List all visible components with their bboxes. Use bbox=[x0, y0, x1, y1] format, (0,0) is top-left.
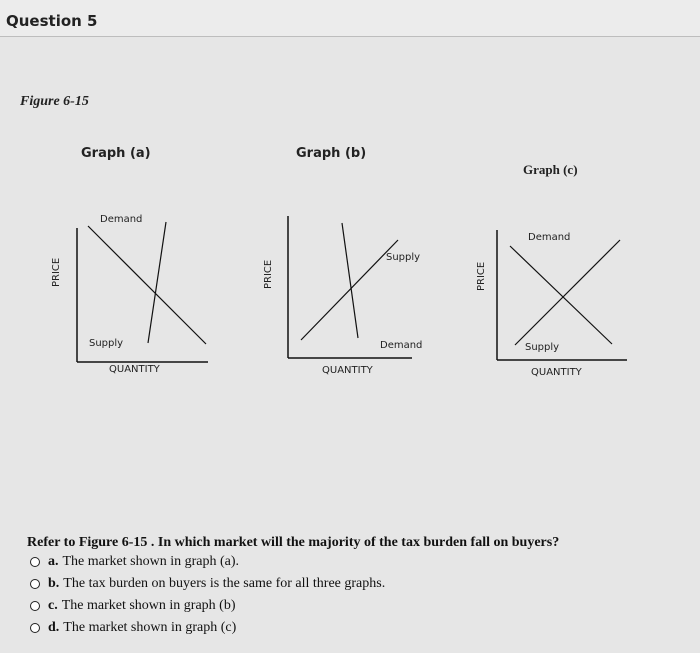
graph-c-title: Graph (c) bbox=[523, 162, 578, 177]
option-a[interactable] bbox=[30, 551, 385, 573]
graph-b-ylabel: PRICE bbox=[263, 259, 274, 289]
graph-a bbox=[51, 214, 208, 375]
graph-a-demand-label: Demand bbox=[100, 214, 143, 225]
graph-b-demand-label: Demand bbox=[380, 340, 423, 351]
radio-button-d[interactable] bbox=[30, 623, 40, 633]
answer-options bbox=[30, 551, 385, 639]
graph-b bbox=[263, 216, 422, 376]
graph-a-title: Graph (a) bbox=[81, 146, 151, 161]
graph-c-demand-label: Demand bbox=[528, 232, 571, 243]
option-b-letter: b. bbox=[48, 576, 60, 591]
option-c-text: The market shown in graph (b) bbox=[61, 598, 236, 613]
graph-a-ylabel: PRICE bbox=[51, 257, 62, 287]
graph-c-demand-curve bbox=[510, 246, 612, 344]
graph-c-xlabel: QUANTITY bbox=[531, 367, 582, 378]
graph-c bbox=[476, 230, 627, 378]
option-b-text: The tax burden on buyers is the same for all three graphs. bbox=[63, 576, 386, 591]
question-text: Refer to Figure 6-15 . In which market will the majority of the tax burden fall on buyers? bbox=[27, 535, 560, 550]
graph-a-supply-curve bbox=[148, 222, 166, 343]
radio-button-c[interactable] bbox=[30, 601, 40, 611]
graph-c-ylabel: PRICE bbox=[476, 261, 487, 291]
graph-b-xlabel: QUANTITY bbox=[322, 365, 373, 376]
option-a-letter: a. bbox=[48, 554, 59, 569]
option-a-text: The market shown in graph (a). bbox=[62, 554, 239, 569]
option-d-letter: d. bbox=[48, 620, 60, 635]
radio-button-a[interactable] bbox=[30, 557, 40, 567]
graph-b-demand-curve bbox=[342, 223, 358, 338]
question-title: Question 5 bbox=[6, 12, 98, 30]
graph-a-xlabel: QUANTITY bbox=[109, 364, 160, 375]
radio-button-b[interactable] bbox=[30, 579, 40, 589]
graph-a-demand-curve bbox=[88, 226, 206, 344]
option-d-text: The market shown in graph (c) bbox=[63, 620, 237, 635]
graph-c-supply-label: Supply bbox=[525, 342, 560, 353]
graph-a-supply-label: Supply bbox=[89, 338, 124, 349]
graph-b-title: Graph (b) bbox=[296, 146, 367, 161]
option-c[interactable] bbox=[30, 595, 385, 617]
graph-b-supply-label: Supply bbox=[386, 252, 421, 263]
graph-c-supply-curve bbox=[515, 240, 620, 345]
option-d[interactable] bbox=[30, 617, 385, 639]
option-c-letter: c. bbox=[48, 598, 58, 613]
option-b[interactable] bbox=[30, 573, 385, 595]
figure-label: Figure 6-15 bbox=[20, 94, 89, 109]
graph-b-supply-curve bbox=[301, 240, 398, 340]
